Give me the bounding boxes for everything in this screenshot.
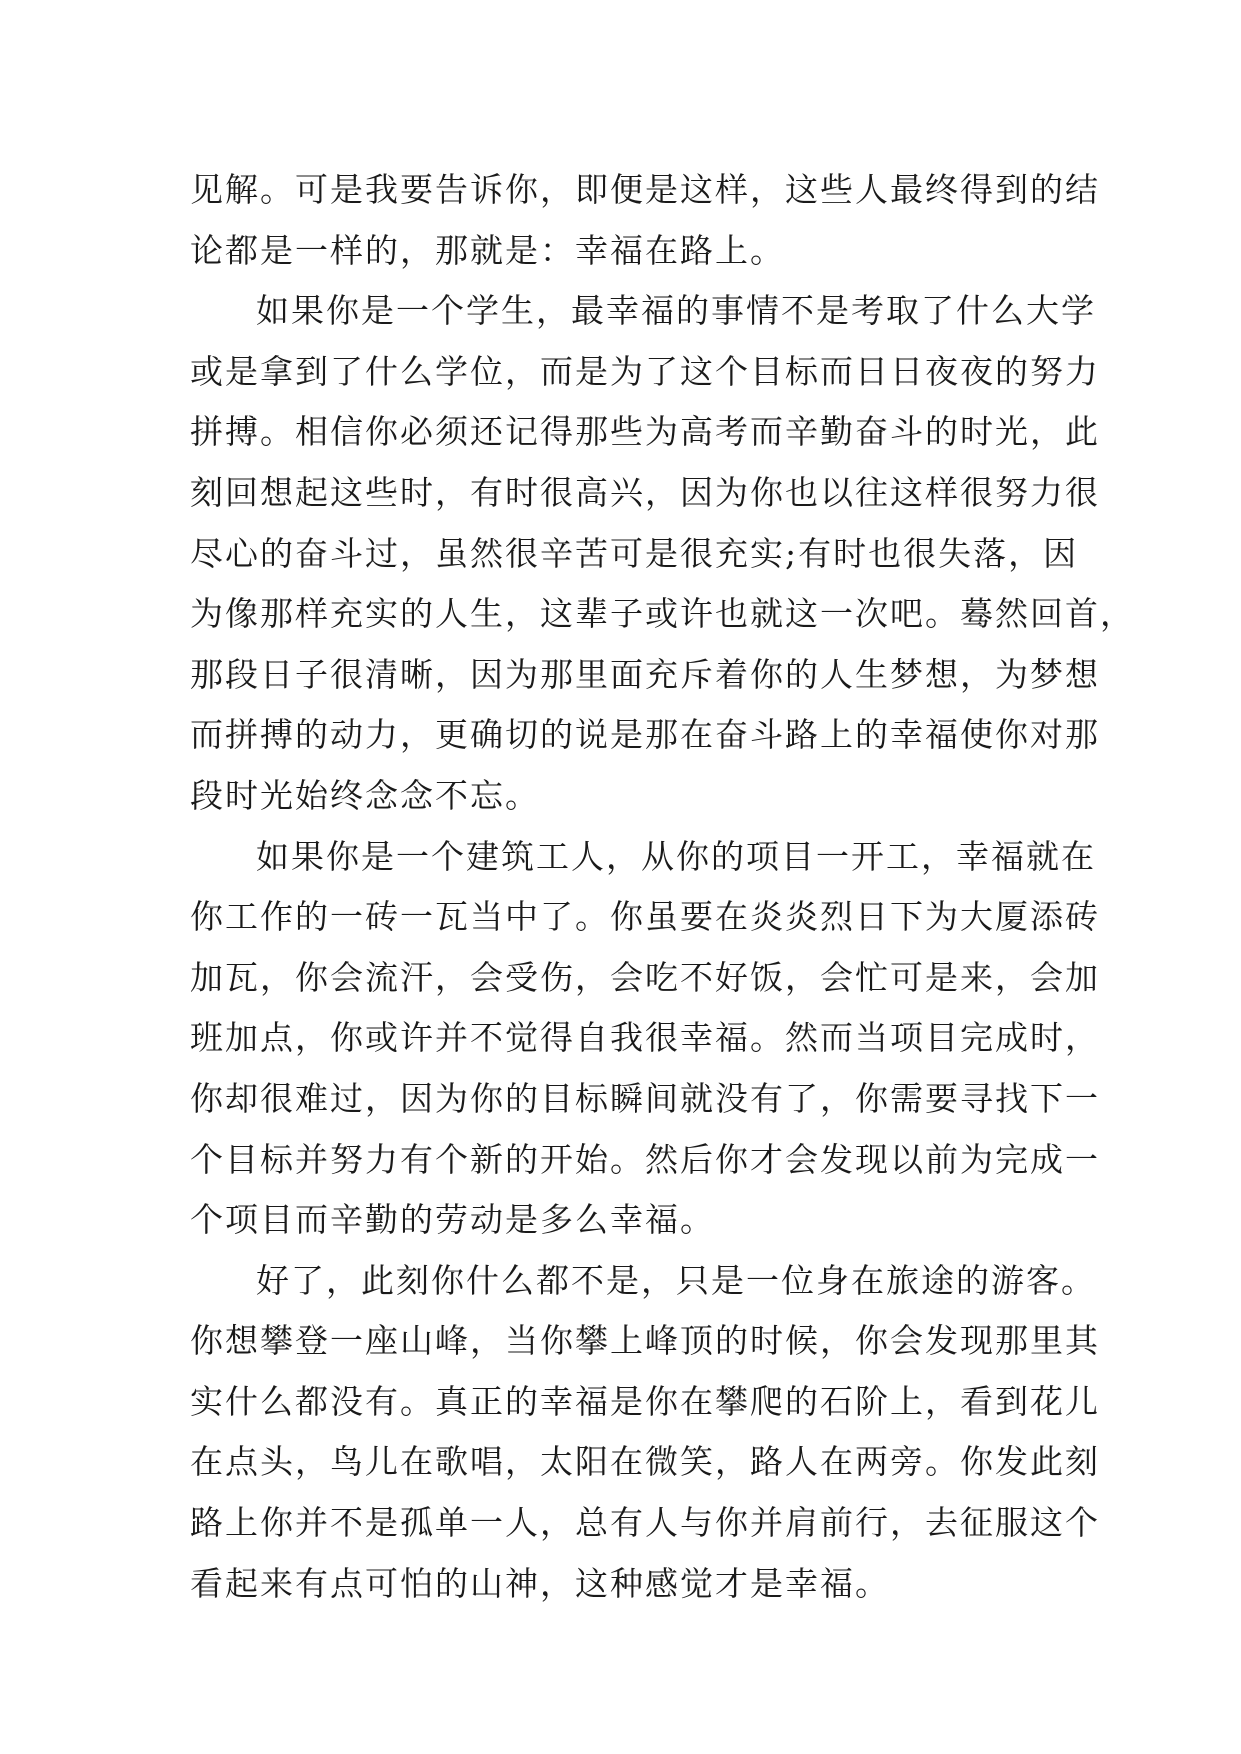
text-line: 班加点，你或许并不觉得自我很幸福。然而当项目完成时， [190, 1018, 1100, 1058]
text-line: 你工作的一砖一瓦当中了。你虽要在炎炎烈日下为大厦添砖 [190, 897, 1100, 937]
text-line: 尽心的奋斗过，虽然很辛苦可是很充实;有时也很失落，因 [190, 533, 1079, 573]
text-line: 个项目而辛勤的劳动是多么幸福。 [190, 1200, 715, 1240]
paragraph-2 [190, 281, 1135, 826]
text-line: 论都是一样的，那就是：幸福在路上。 [190, 230, 785, 270]
document-body [190, 160, 1135, 1614]
text-line: 好了，此刻你什么都不是，只是一位身在旅途的游客。 [256, 1260, 1096, 1300]
text-line: 在点头，鸟儿在歌唱，太阳在微笑，路人在两旁。你发此刻 [190, 1442, 1100, 1482]
text-line: 个目标并努力有个新的开始。然后你才会发现以前为完成一 [190, 1139, 1100, 1179]
text-line: 或是拿到了什么学位，而是为了这个目标而日日夜夜的努力 [190, 351, 1100, 391]
text-line: 看起来有点可怕的山神，这种感觉才是幸福。 [190, 1563, 890, 1603]
text-line: 如果你是一个建筑工人，从你的项目一开工，幸福就在 [256, 836, 1096, 876]
text-line: 段时光始终念念不忘。 [190, 775, 540, 815]
text-line: 如果你是一个学生，最幸福的事情不是考取了什么大学 [256, 291, 1096, 331]
text-line: 见解。可是我要告诉你，即便是这样，这些人最终得到的结 [190, 170, 1100, 209]
paragraph-4 [190, 1251, 1100, 1615]
paragraph-1 [190, 160, 1100, 281]
text-line: 为像那样充实的人生，这辈子或许也就这一次吧。蓦然回首， [190, 594, 1135, 634]
text-line: 那段日子很清晰，因为那里面充斥着你的人生梦想，为梦想 [190, 654, 1100, 694]
text-line: 路上你并不是孤单一人，总有人与你并肩前行，去征服这个 [190, 1503, 1100, 1543]
text-line: 拼搏。相信你必须还记得那些为高考而辛勤奋斗的时光，此 [190, 412, 1100, 452]
paragraph-3 [190, 827, 1100, 1251]
text-line: 你想攀登一座山峰，当你攀上峰顶的时候，你会发现那里其 [190, 1321, 1100, 1361]
text-line: 你却很难过，因为你的目标瞬间就没有了，你需要寻找下一 [190, 1078, 1100, 1118]
text-line: 加瓦，你会流汗，会受伤，会吃不好饭，会忙可是来，会加 [190, 957, 1100, 997]
text-line: 实什么都没有。真正的幸福是你在攀爬的石阶上，看到花儿 [190, 1381, 1100, 1421]
text-line: 而拼搏的动力，更确切的说是那在奋斗路上的幸福使你对那 [190, 715, 1100, 755]
text-line: 刻回想起这些时，有时很高兴，因为你也以往这样很努力很 [190, 472, 1100, 512]
